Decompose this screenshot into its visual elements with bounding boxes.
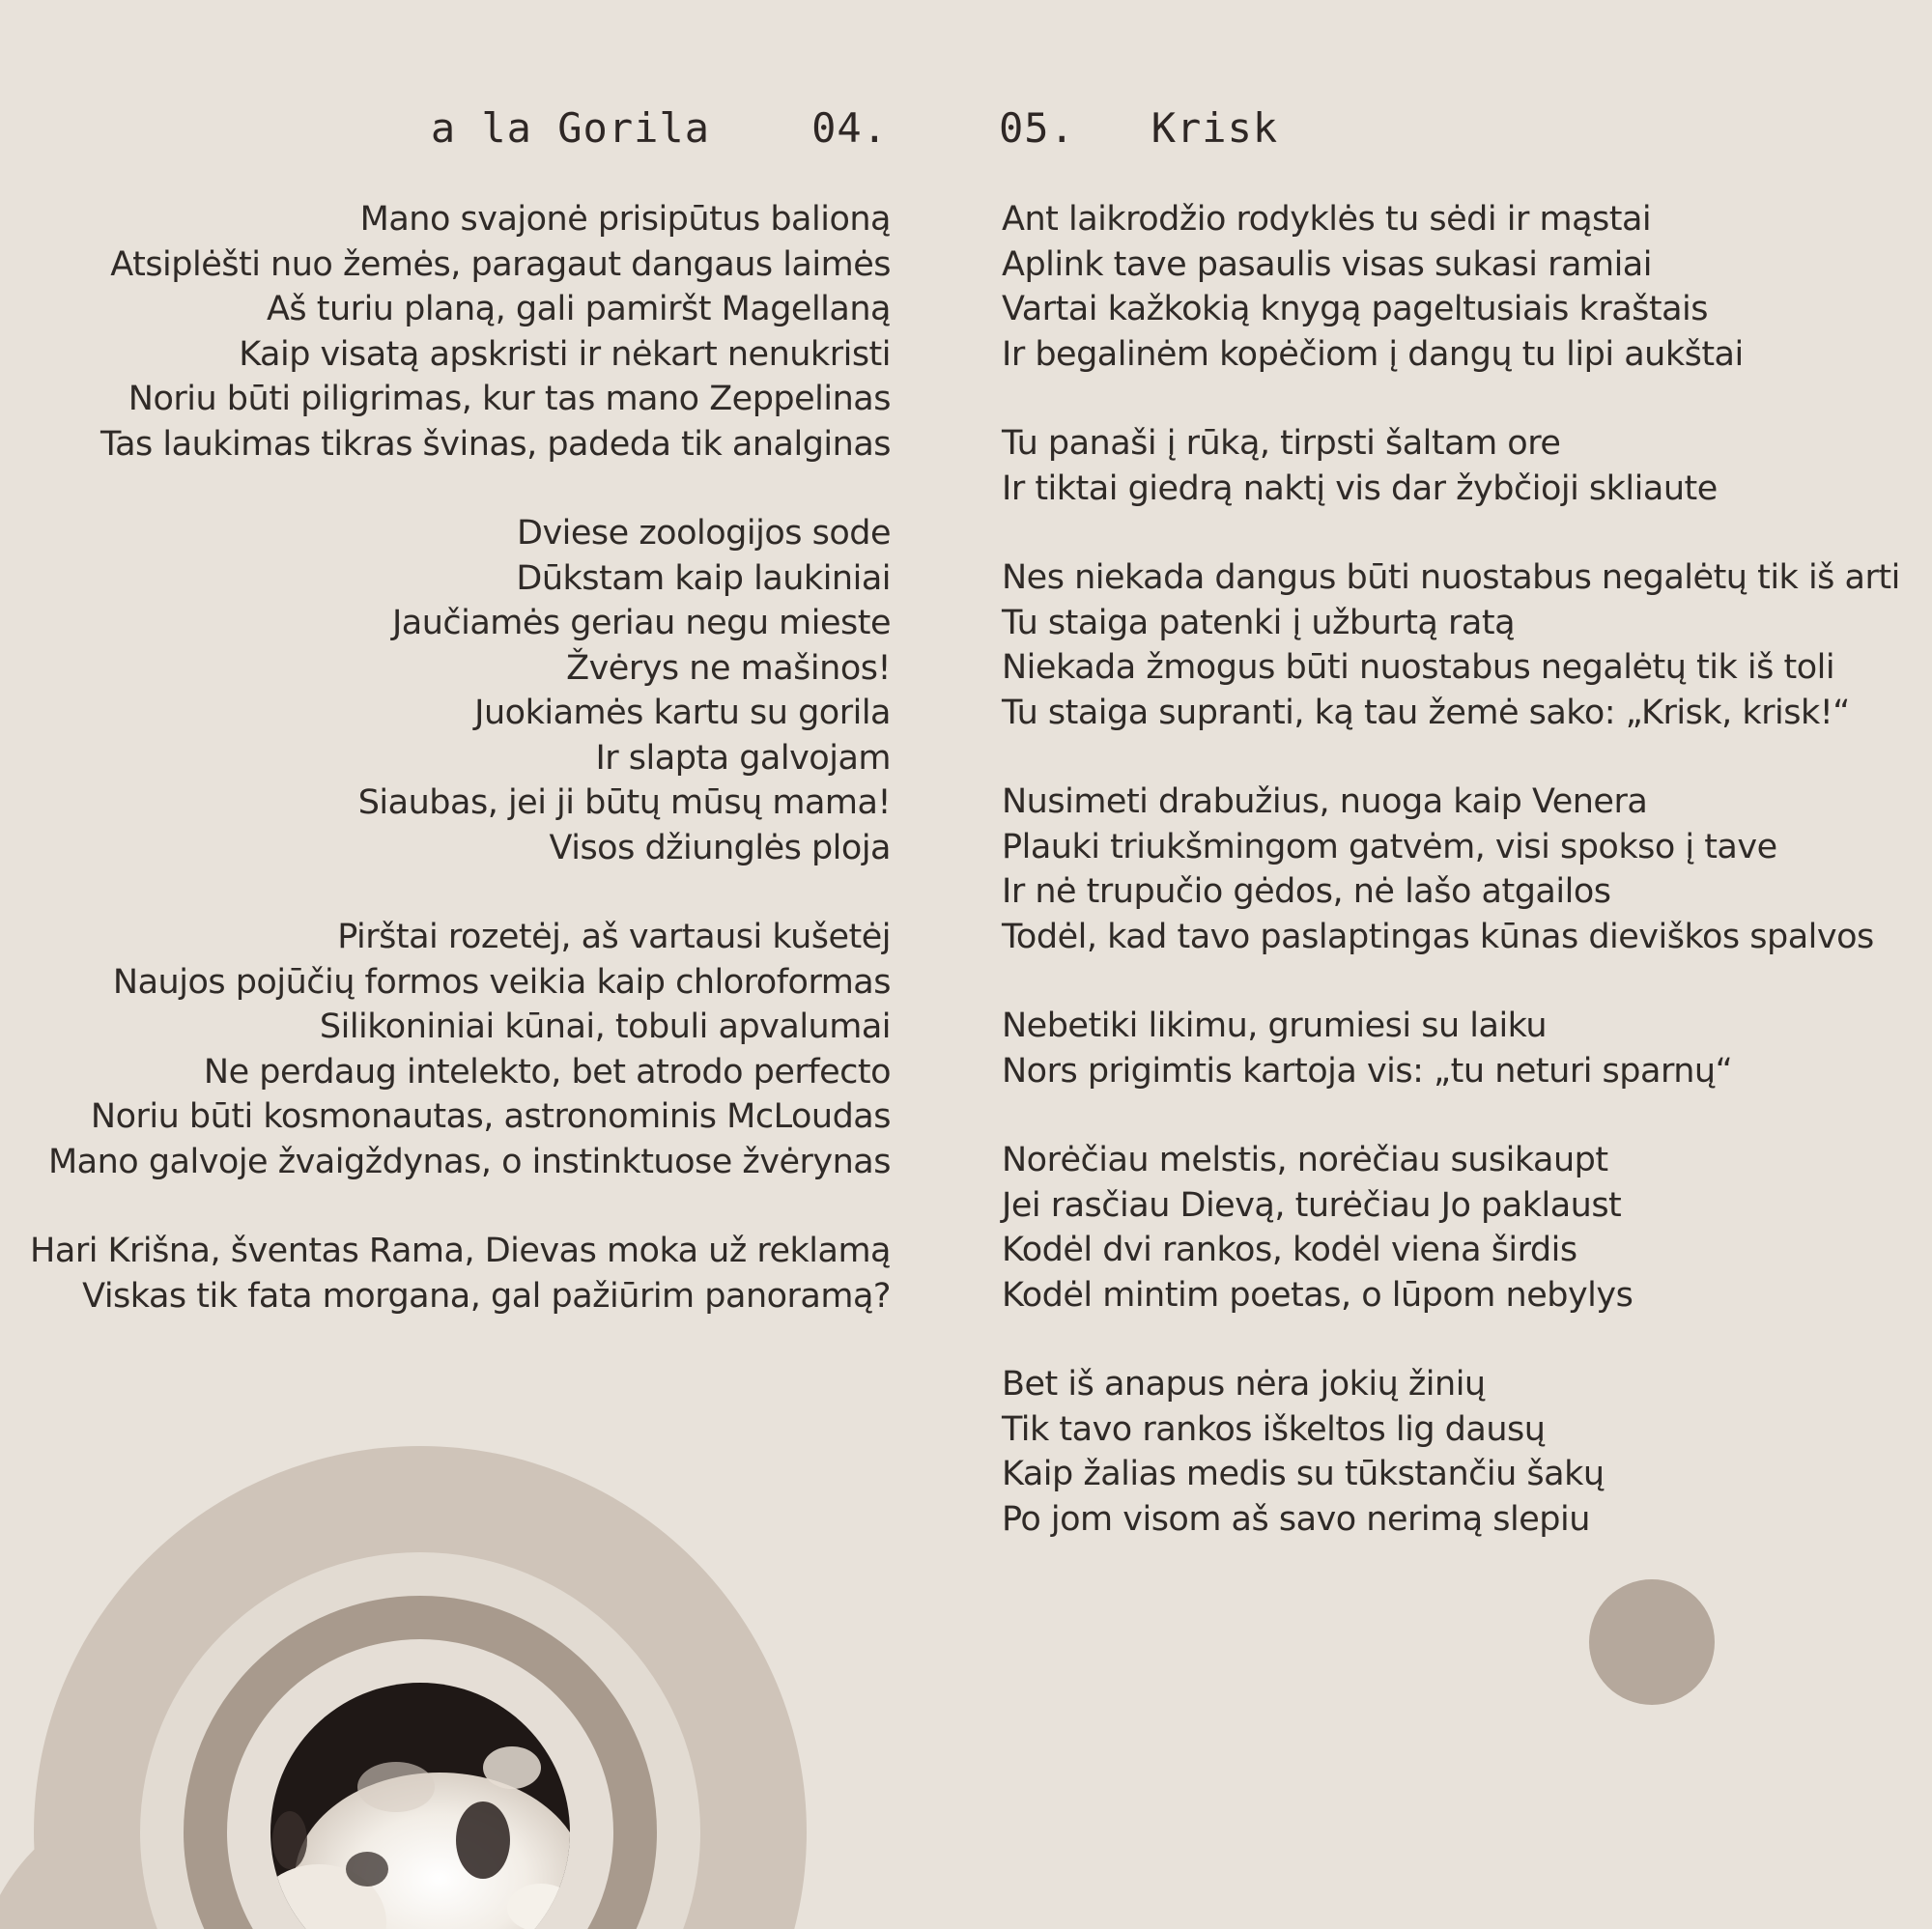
song-title-left [431,104,888,152]
lyric-line: Nusimeti drabužius, nuoga kaip Venera [1002,782,1648,821]
lyric-line: Todėl, kad tavo paslaptingas kūnas dieviškos spalvos [1002,917,1874,956]
stanza [30,197,891,467]
lyric-line: Atsiplėšti nuo žemės, paragaut dangaus laimės [110,244,891,284]
lyric-line: Norėčiau melstis, norėčiau susikaupt [1002,1141,1608,1179]
lyric-line: Ir nė trupučio gėdos, nė lašo atgailos [1002,872,1611,911]
stanza [1002,1362,1900,1542]
lyric-line: Ir tiktai giedrą naktį vis dar žybčioji skliaute [1002,468,1718,508]
secondary-ring [0,1792,372,1929]
stanza [30,1229,891,1319]
stanza [1002,555,1900,735]
lyric-line: Niekada žmogus būti nuostabus negalėtų tik iš toli [1002,648,1835,687]
stanza [1002,197,1900,377]
lyric-line: Po jom visom aš savo nerimą slepiu [1002,1499,1590,1539]
lyric-line: Visos džiunglės ploja [549,828,891,867]
middle-ring [184,1596,657,1929]
lyric-line: Tu staiga supranti, ką tau žemė sako: „Krisk, krisk!“ [1002,693,1850,732]
lyric-line: Vartai kažkokią knygą pageltusiais kraštais [1002,290,1709,328]
photo-disc [251,1671,589,1929]
lyric-line: Naujos pojūčių formos veikia kaip chloroformas [112,962,891,1002]
lyric-line: Kaip visatą apskristi ir nėkart nenukristi [239,334,891,374]
lyric-line: Tu panaši į rūką, tirpsti šaltam ore [1002,424,1561,463]
lyric-line: Žvėrys ne mašinos! [566,648,891,688]
lyrics-column-left [30,197,891,1363]
lyric-line: Ne perdaug intelekto, bet atrodo perfecto [203,1052,891,1092]
lyric-line: Silikoniniai kūnai, tobuli apvalumai [319,1007,891,1046]
stanza [30,915,891,1184]
outer-ring [34,1446,807,1929]
lyric-line: Noriu būti kosmonautas, astronominis McLoudas [90,1097,891,1136]
lyric-line: Tas laukimas tikras švinas, padeda tik analginas [100,424,891,464]
lyric-line: Nes niekada dangus būti nuostabus negalėtų tik iš arti [1002,558,1900,597]
lyric-line: Mano svajonė prisipūtus balioną [359,200,891,239]
lyric-line: Kodėl mintim poetas, o lūpom nebylys [1002,1275,1634,1315]
lyric-line: Tik tavo rankos iškeltos lig dausų [1002,1409,1546,1449]
song-title-right [999,104,1278,152]
track-number: 05. [999,104,1075,152]
stanza [1002,421,1900,511]
lyric-line: Siaubas, jei ji būtų mūsų mama! [357,783,891,822]
lyric-line: Ir begalinėm kopėčiom į dangų tu lipi aukštai [1002,334,1744,374]
lyric-line: Mano galvoje žvaigždynas, o instinktuose žvėrynas [47,1142,891,1181]
lyric-line: Dviese zoologijos sode [517,514,891,553]
small-circle [1589,1579,1715,1705]
song-name: a la Gorila [430,104,710,152]
lyric-line: Dūkstam kaip laukiniai [516,558,891,598]
lyric-line: Kaip žalias medis su tūkstančiu šakų [1002,1455,1605,1493]
stanza [1002,1004,1900,1093]
stanza [30,511,891,870]
lyric-line: Viskas tik fata morgana, gal pažiūrim panoramą? [82,1276,891,1316]
track-number: 04. [811,104,888,152]
lyric-line: Pirštai rozetėj, aš vartausi kušetėj [337,918,891,956]
lyric-line: Ant laikrodžio rodyklės tu sėdi ir mąstai [1002,200,1652,239]
lyric-line: Ir slapta galvojam [595,738,891,778]
lyric-line: Hari Krišna, šventas Rama, Dievas moka už reklamą [30,1232,891,1270]
lyric-line: Aplink tave pasaulis visas sukasi ramiai [1002,244,1652,284]
lyric-line: Jei rasčiau Dievą, turėčiau Jo paklaust [1002,1185,1622,1225]
lyric-line: Tu staiga patenki į užburtą ratą [1002,603,1516,642]
lyric-line: Noriu būti piligrimas, kur tas mano Zeppelinas [128,380,891,418]
lyric-line: Nors prigimtis kartoja vis: „tu neturi sparnų“ [1002,1051,1733,1091]
lyric-line: Kodėl dvi rankos, kodėl viena širdis [1002,1231,1577,1269]
stanza [1002,780,1900,959]
lyric-line: Juokiamės kartu su gorila [474,694,891,732]
lyrics-column-right [1002,197,1900,1586]
lyric-line: Plauki triukšmingom gatvėm, visi spokso į tave [1002,827,1777,866]
lyric-line: Aš turiu planą, gali pamiršt Magellaną [266,290,891,328]
song-name: Krisk [1151,104,1279,152]
lyric-line: Jaučiamės geriau negu mieste [391,604,891,642]
stanza [1002,1138,1900,1318]
lyric-line: Bet iš anapus nėra jokių žinių [1002,1365,1486,1404]
lyric-line: Nebetiki likimu, grumiesi su laiku [1002,1007,1548,1045]
